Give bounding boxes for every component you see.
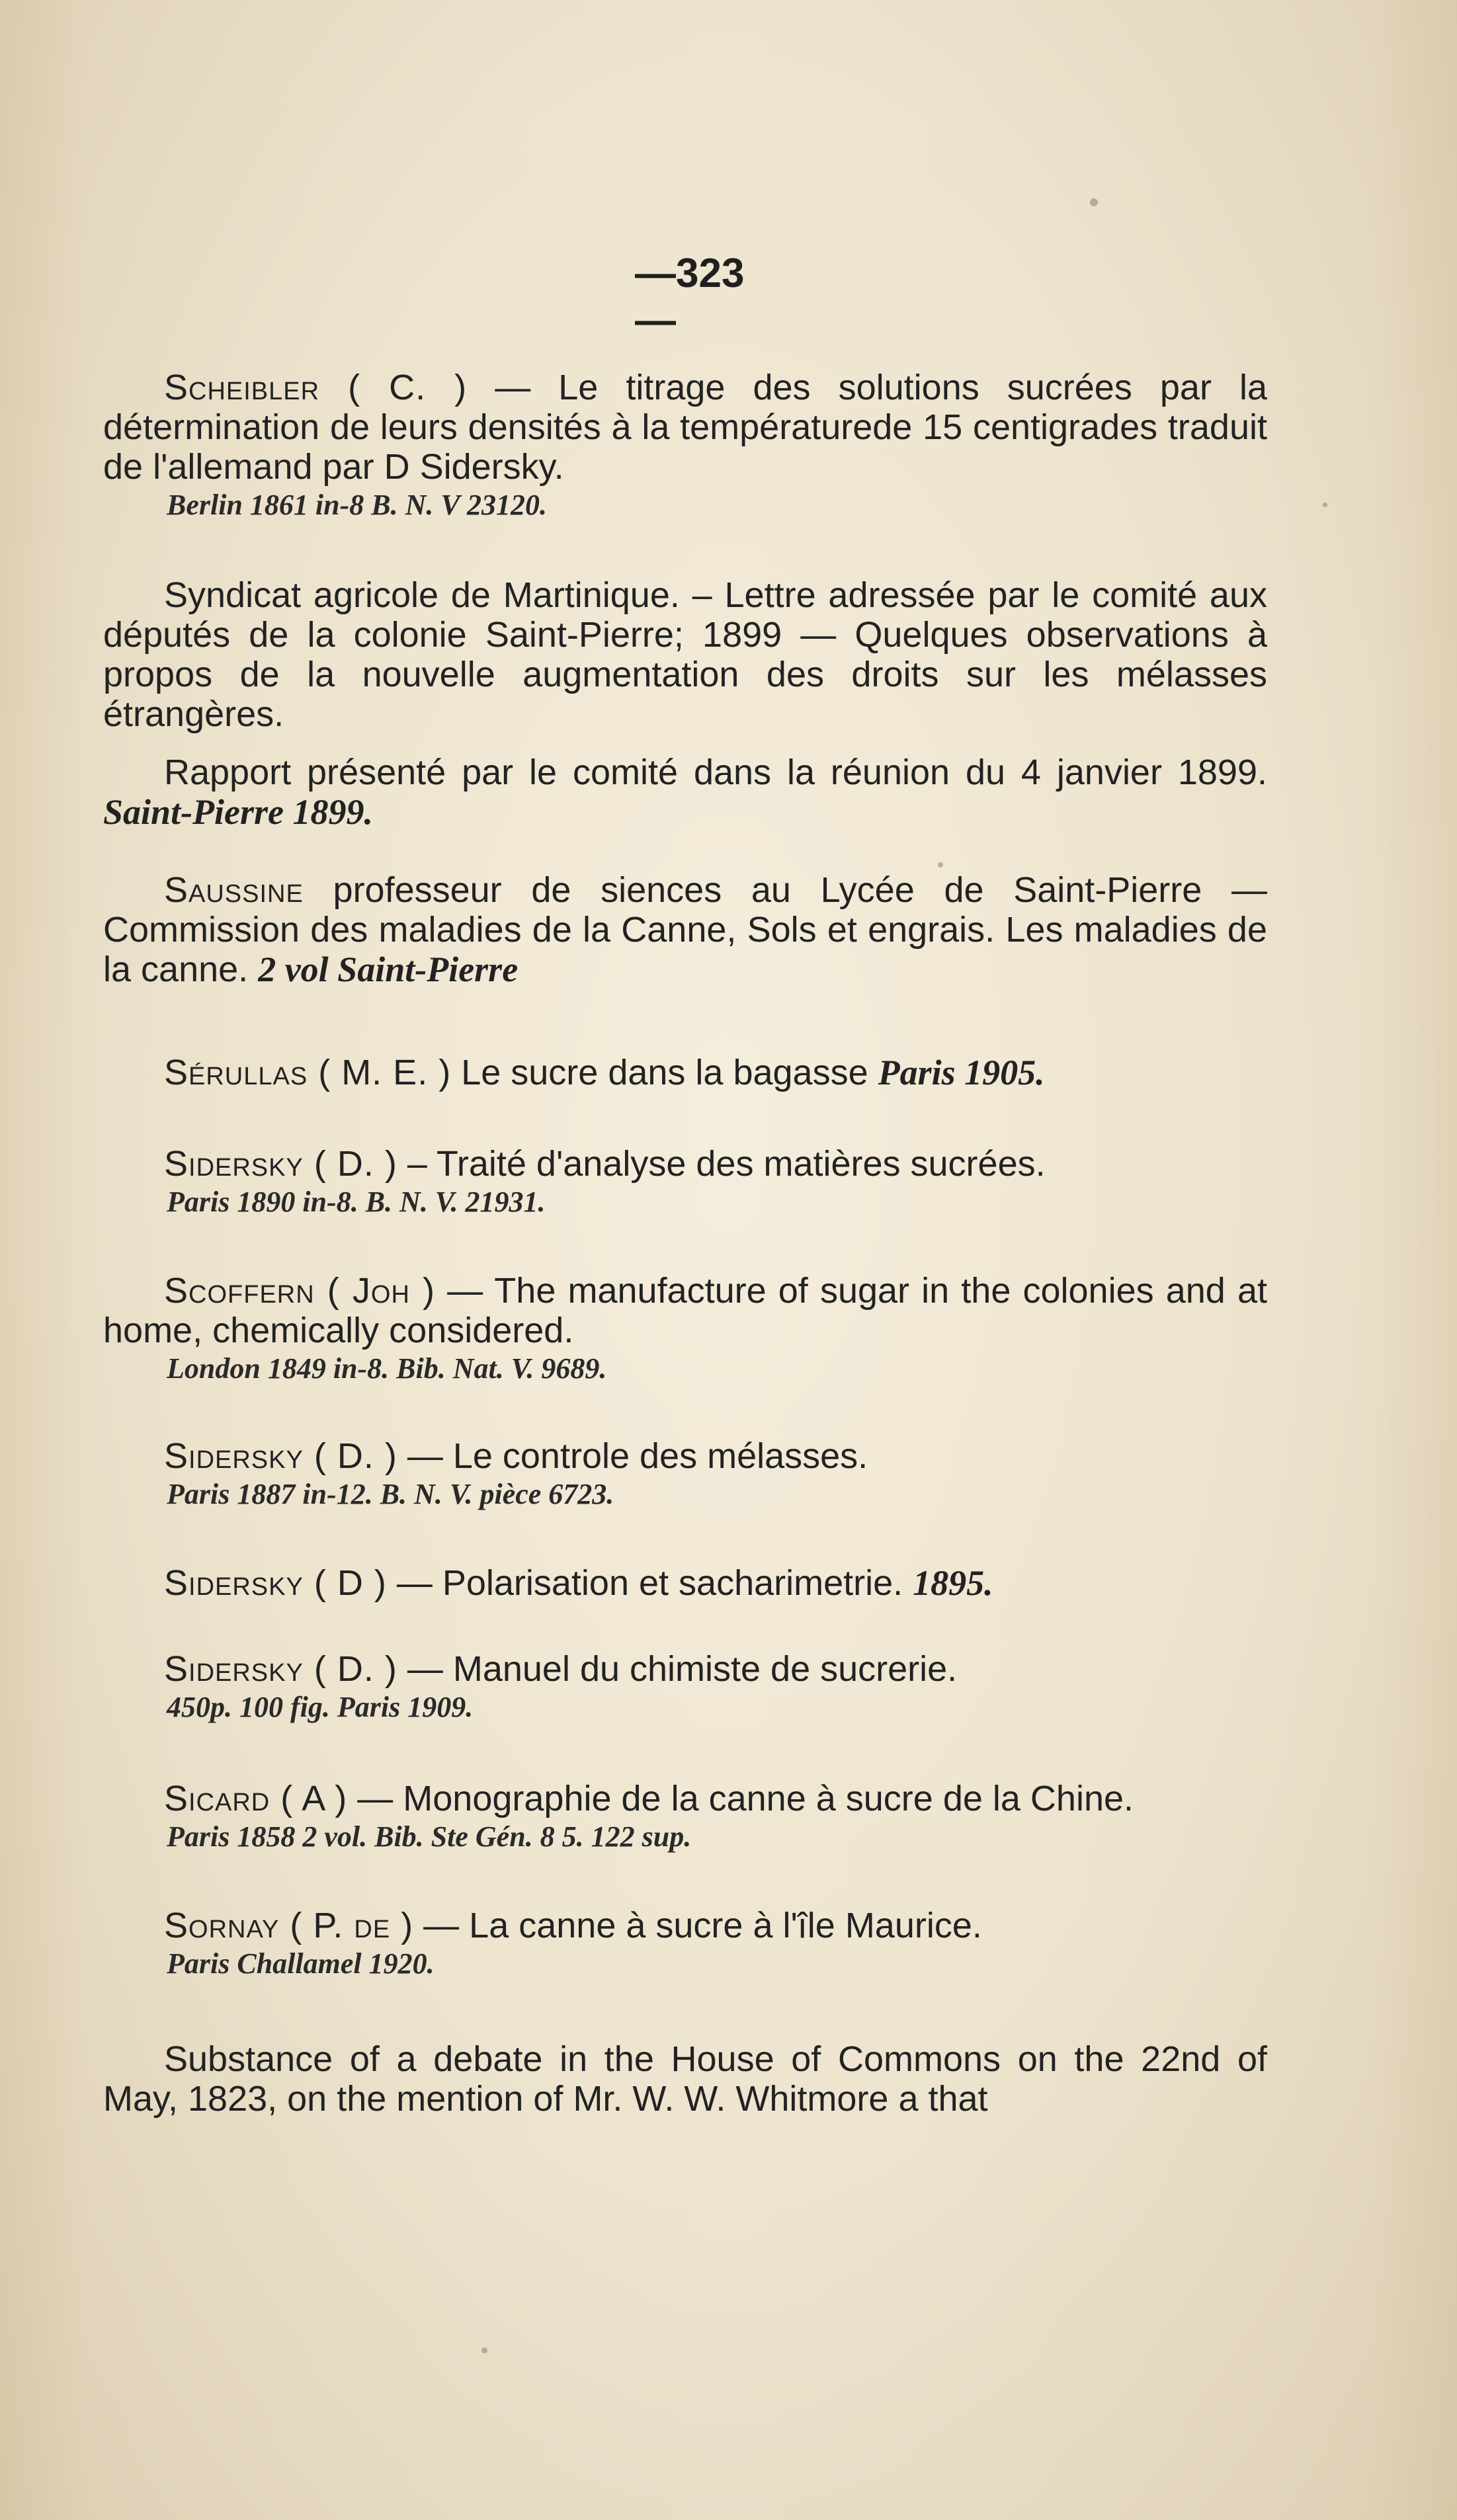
entry-description: Syndicat agricole de Martinique. – Lettre adressée par le comité aux députés de la colonie Saint-Pierre; 1899 — Quelques observations à propos de la nouvelle augmentation des droits sur les mélasses étrangères. [103, 575, 1267, 734]
bibliography-entry-scheibler [103, 368, 1267, 524]
bibliography-entry-sidersky-2 [103, 1436, 1267, 1513]
bibliography-entry-sornay [103, 1906, 1267, 1982]
entry-reference: Saint-Pierre 1899. [103, 792, 374, 832]
bibliography-entry-saussine [103, 870, 1267, 989]
entry-description: — Polarisation et sacharimetrie. [386, 1563, 903, 1603]
paper-speck [1323, 503, 1327, 507]
entry-reference: 1895. [913, 1563, 993, 1603]
entry-author: Sidersky ( D. ) [164, 1144, 397, 1184]
paper-speck [481, 2347, 487, 2353]
entry-description: Le sucre dans la bagasse [451, 1053, 868, 1092]
entry-text [103, 870, 1267, 989]
entry-description: — La canne à sucre à l'île Maurice. [413, 1906, 982, 1945]
bibliography-entry-sicard [103, 1779, 1267, 1855]
entry-reference: 2 vol Saint-Pierre [258, 950, 519, 989]
entry-author: Sidersky ( D ) [164, 1563, 387, 1603]
entry-author: Sornay ( P. de ) [164, 1906, 414, 1945]
entry-text [103, 368, 1267, 487]
entry-author: Saussine [164, 870, 304, 910]
entry-reference: Paris 1858 2 vol. Bib. Ste Gén. 8 5. 122 sup. [167, 1820, 692, 1853]
entry-author: Sérullas ( M. E. ) [164, 1053, 452, 1092]
bibliography-entry-scoffern [103, 1271, 1267, 1387]
entry-author: Sicard ( A ) [164, 1779, 348, 1818]
entry-text [103, 1563, 1267, 1603]
entry-description: — Manuel du chimiste de sucrerie. [397, 1649, 958, 1689]
entry-reference: Paris Challamel 1920. [167, 1947, 435, 1980]
entry-text [103, 1271, 1267, 1350]
bibliography-entry-substance [103, 2039, 1267, 2119]
entry-reference: Berlin 1861 in-8 B. N. V 23120. [167, 489, 547, 521]
entry-text [103, 1053, 1267, 1092]
entry-text [103, 1779, 1267, 1818]
entry-author: Sidersky ( D. ) [164, 1649, 397, 1689]
entry-report-text: Rapport présenté par le comité dans la réunion du 4 janvier 1899. Saint-Pierre 1899. [103, 752, 1267, 832]
entry-author: Scheibler ( C. ) [164, 368, 468, 407]
bibliography-entry-sidersky-1 [103, 1144, 1267, 1221]
bibliography-entry-syndicat [103, 575, 1267, 832]
entry-description: – Traité d'analyse des matières sucrées. [397, 1144, 1046, 1184]
entry-text [103, 1144, 1267, 1184]
bibliography-entry-sidersky-3 [103, 1563, 1267, 1603]
paper-speck [938, 862, 943, 868]
entry-reference: 450p. 100 fig. Paris 1909. [167, 1691, 474, 1723]
entry-author: Sidersky ( D. ) [164, 1436, 397, 1476]
entry-description: — Le titrage des solutions sucrées par la détermination de leurs densités à la températurede 15 centigrades traduit de l'allemand par D Sidersky. [103, 368, 1268, 487]
page-number: —323— [635, 251, 745, 343]
entry-description: — Le controle des mélasses. [397, 1436, 868, 1476]
entry-description: — The manufacture of sugar in the colonies and at home, chemically considered. [103, 1271, 1268, 1350]
entry-reference: Paris 1905. [878, 1053, 1045, 1092]
entry-description: — Monographie de la canne à sucre de la Chine. [347, 1779, 1134, 1818]
bibliography-entry-serullas [103, 1053, 1267, 1092]
entry-text [103, 1649, 1267, 1689]
entry-description: Substance of a debate in the House of Commons on the 22nd of May, 1823, on the mention of Mr. W. W. Whitmore a that [103, 2039, 1267, 2119]
entry-text [103, 1906, 1267, 1945]
entry-description: professeur de siences au Lycée de Saint-Pierre — Commission des maladies de la Canne, Sols et engrais. Les maladies de la canne. [103, 870, 1267, 989]
entry-reference: London 1849 in-8. Bib. Nat. V. 9689. [167, 1352, 607, 1385]
entry-reference: Paris 1887 in-12. B. N. V. pièce 6723. [167, 1478, 614, 1510]
paper-speck [1090, 198, 1098, 206]
bibliography-entry-sidersky-4 [103, 1649, 1267, 1726]
entry-reference: Paris 1890 in-8. B. N. V. 21931. [167, 1186, 546, 1218]
entry-author: Scoffern ( Joh ) [164, 1271, 436, 1311]
entry-text [103, 1436, 1267, 1476]
